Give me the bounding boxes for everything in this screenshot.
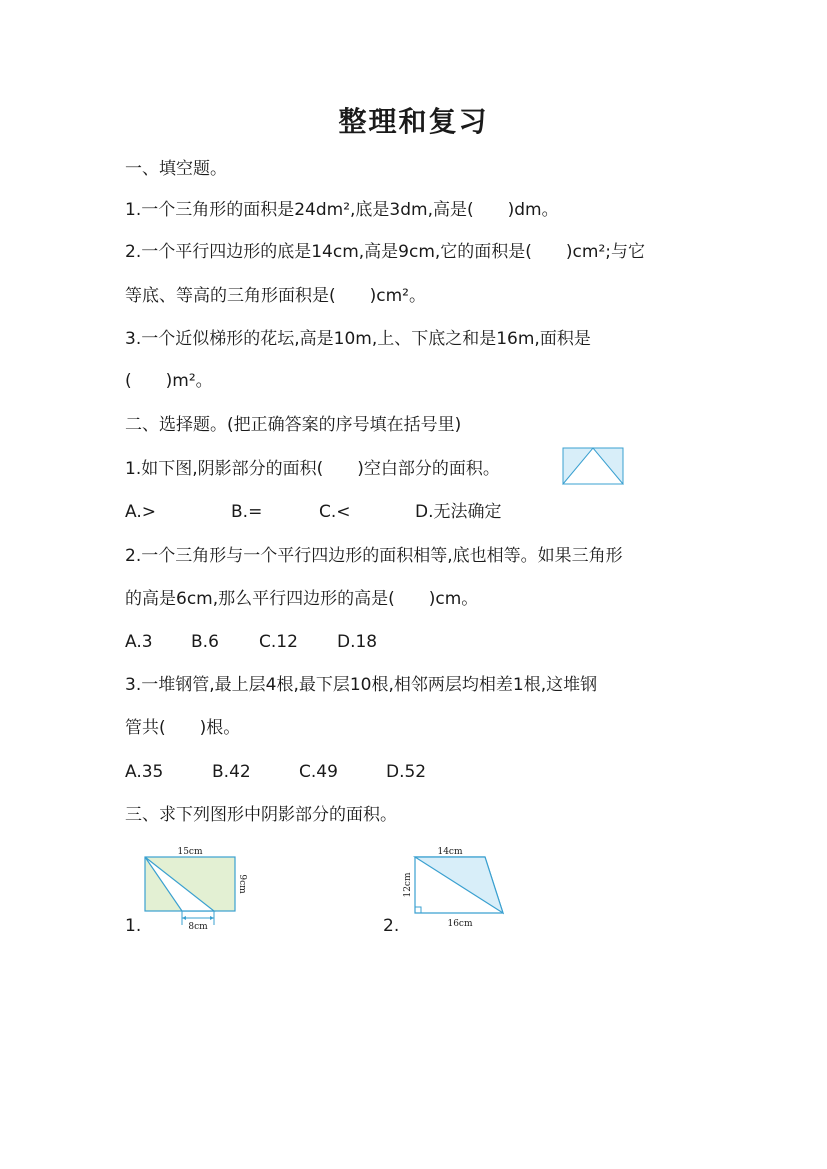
figure-1-side-label: 9cm	[237, 874, 247, 894]
figure-1-number: 1.	[125, 916, 142, 936]
s2-question-2-line1: 2.一个三角形与一个平行四边形的面积相等,底也相等。如果三角形	[125, 546, 623, 566]
option-b: B.42	[212, 762, 251, 782]
s1-question-3-line1: 3.一个近似梯形的花坛,高是10m,上、下底之和是16m,面积是	[125, 329, 591, 349]
s1-question-2-line2: 等底、等高的三角形面积是( )cm²。	[125, 286, 426, 306]
option-c: C.<	[319, 502, 351, 522]
option-a: A.35	[125, 762, 164, 782]
option-d: D.无法确定	[415, 502, 502, 522]
option-c: C.12	[259, 632, 298, 652]
s2-question-3-line2: 管共( )根。	[125, 718, 241, 738]
option-d: D.18	[337, 632, 378, 652]
figure-1-top-label: 15cm	[177, 847, 203, 857]
figure-2-trapezoid	[398, 843, 510, 933]
s2-q1-figure	[562, 447, 624, 485]
option-a: A.>	[125, 502, 156, 522]
option-a: A.3	[125, 632, 153, 652]
s2-question-1: 1.如下图,阴影部分的面积( )空白部分的面积。	[125, 459, 500, 479]
s2-q1-options	[125, 500, 502, 524]
s1-question-2-line1: 2.一个平行四边形的底是14cm,高是9cm,它的面积是( )cm²;与它	[125, 242, 646, 262]
s2-question-3-line1: 3.一堆钢管,最上层4根,最下层10根,相邻两层均相差1根,这堆钢	[125, 675, 598, 695]
figure-2-side-label: 12cm	[403, 872, 413, 898]
page-title: 整理和复习	[338, 105, 489, 138]
s1-question-3-line2: ( )m²。	[125, 371, 213, 391]
section1-heading: 一、填空题。	[125, 159, 227, 179]
s2-q2-options	[125, 630, 377, 654]
option-c: C.49	[299, 762, 338, 782]
option-d: D.52	[386, 762, 427, 782]
option-b: B.=	[231, 502, 263, 522]
figure-1-rectangle	[140, 843, 250, 933]
figure-2-top-label: 14cm	[437, 847, 463, 857]
s2-q3-options	[125, 760, 426, 784]
s1-question-1: 1.一个三角形的面积是24dm²,底是3dm,高是( )dm。	[125, 200, 559, 220]
section3-heading: 三、求下列图形中阴影部分的面积。	[125, 805, 397, 825]
section2-heading: 二、选择题。(把正确答案的序号填在括号里)	[125, 415, 462, 435]
s2-question-2-line2: 的高是6cm,那么平行四边形的高是( )cm。	[125, 589, 479, 609]
figure-1-bottom-label: 8cm	[188, 922, 208, 932]
figure-2-bottom-label: 16cm	[447, 919, 473, 929]
figure-2-number: 2.	[383, 916, 400, 936]
option-b: B.6	[191, 632, 219, 652]
